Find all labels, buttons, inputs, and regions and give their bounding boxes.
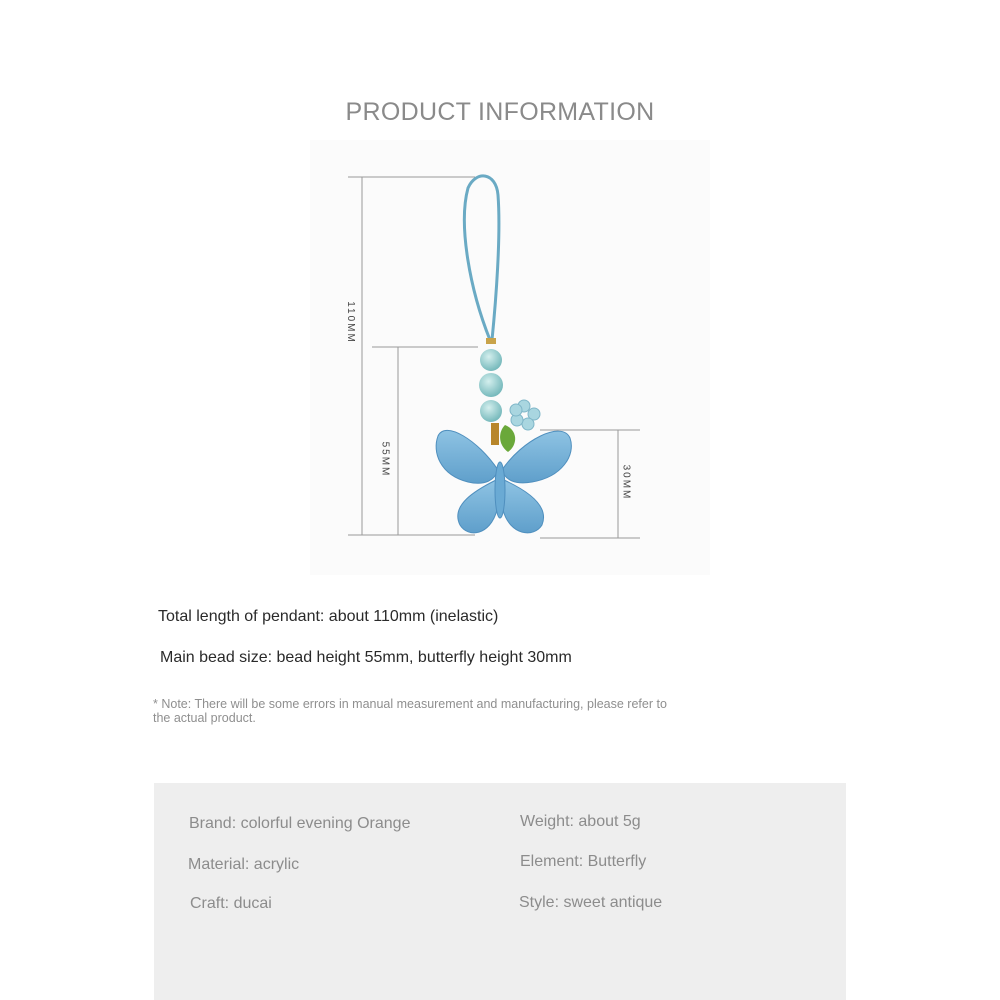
pendant-illustration [300,140,720,580]
spec-panel [154,783,846,1000]
measurement-note: * Note: There will be some errors in manual measurement and manufacturing, please refer to the actual product. [153,697,667,725]
spec-brand: Brand: colorful evening Orange [189,815,411,832]
amber-tube [491,423,499,445]
bead-size-text: Main bead size: bead height 55mm, butterfly height 30mm [160,649,572,666]
gold-cap [486,338,496,344]
spec-style: Style: sweet antique [519,894,663,911]
spec-element: Element: Butterfly [520,853,647,870]
spec-weight: Weight: about 5g [520,813,641,830]
dimension-label-butterfly: 30MM [620,464,632,501]
bead-3 [480,400,502,422]
spec-craft: Craft: ducai [190,895,272,912]
bead-1 [480,349,502,371]
product-diagram [300,140,720,580]
page-title: PRODUCT INFORMATION [345,98,655,126]
spec-material: Material: acrylic [188,856,300,873]
dimension-label-bead: 55MM [379,441,391,478]
dimension-label-total: 110MM [344,301,356,344]
bead-2 [479,373,503,397]
total-length-text: Total length of pendant: about 110mm (inelastic) [158,608,499,625]
